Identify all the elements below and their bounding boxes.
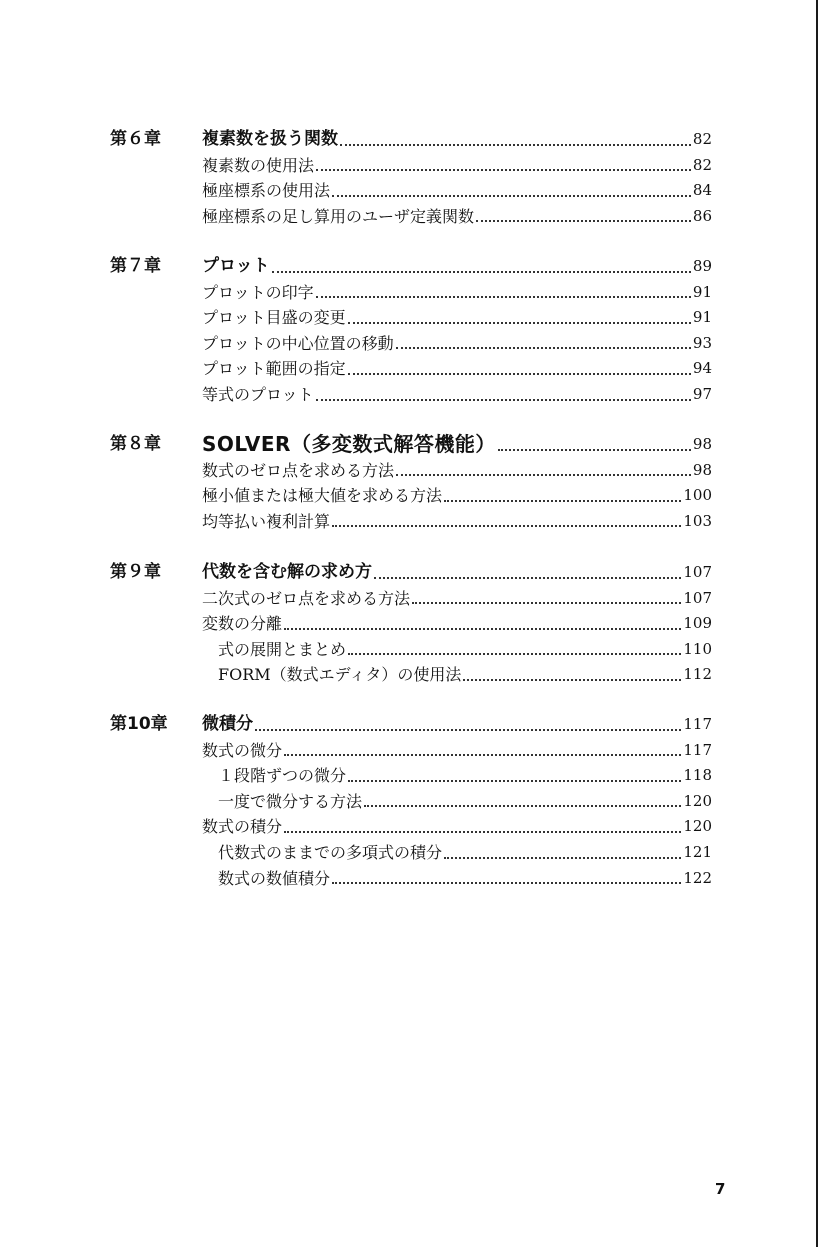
dot-leader: [284, 753, 681, 756]
dot-leader: [348, 321, 691, 324]
entry-title: 微積分: [202, 714, 253, 734]
toc-entry: [202, 382, 712, 408]
dot-leader: [272, 270, 691, 273]
chapter-title-entry: [202, 432, 712, 458]
entry-title: プロットの中心位置の移動: [202, 333, 394, 353]
chapter-label: 第６章: [110, 129, 161, 149]
toc-entry: [218, 637, 712, 663]
entry-title: 極座標系の足し算用のユーザ定義関数: [202, 206, 475, 226]
toc-entry: [202, 483, 712, 509]
entry-page-number: 117: [683, 715, 712, 733]
page-edge-rule: [816, 0, 818, 1247]
toc-entry: [218, 866, 712, 892]
chapter-label: 第７章: [110, 256, 161, 276]
toc-entry: [202, 738, 712, 764]
entry-page-number: 82: [692, 155, 712, 174]
dot-leader: [332, 194, 691, 197]
chapter-label: 第10章: [110, 714, 168, 734]
dot-leader: [316, 168, 691, 171]
entry-page-number: 112: [683, 665, 712, 684]
dot-leader: [340, 143, 691, 146]
entry-page-number: 118: [683, 766, 712, 785]
entry-page-number: 86: [692, 206, 712, 225]
toc-entry: [202, 611, 712, 637]
dot-leader: [476, 219, 691, 222]
entry-page-number: 107: [683, 563, 712, 581]
entry-title: 極座標系の使用法: [202, 181, 331, 201]
dot-leader: [412, 601, 681, 604]
entry-page-number: 121: [683, 843, 712, 861]
entry-title: 複素数を扱う関数: [202, 129, 338, 149]
entry-page-number: 100: [683, 486, 712, 505]
entry-page-number: 122: [683, 868, 712, 887]
entry-page-number: 109: [683, 614, 712, 633]
dot-leader: [348, 779, 681, 782]
entry-page-number: 103: [683, 511, 712, 530]
dot-leader: [255, 728, 681, 731]
entry-title: 一度で微分する方法: [218, 791, 363, 811]
dot-leader: [316, 398, 691, 401]
entry-title: 等式のプロット: [202, 385, 314, 404]
chapter-title-entry: [202, 712, 712, 738]
entry-title: SOLVER（多変数式解答機能）: [202, 432, 496, 456]
entry-page-number: 94: [692, 359, 712, 378]
dot-leader: [316, 295, 691, 298]
chapter-label: 第８章: [110, 434, 161, 454]
entry-title: 数式の積分: [202, 817, 283, 837]
dot-leader: [396, 346, 691, 349]
entry-title: 代数式のままでの多項式の積分: [218, 843, 443, 862]
chapter-title-entry: [202, 254, 712, 280]
entry-title: プロット範囲の指定: [202, 359, 346, 379]
entry-page-number: 93: [692, 333, 712, 352]
entry-title: 数式の微分: [202, 740, 283, 760]
dot-leader: [348, 652, 681, 655]
entry-page-number: 98: [692, 460, 712, 479]
dot-leader: [284, 830, 681, 833]
entry-page-number: 91: [692, 282, 712, 301]
toc-entry: [202, 280, 712, 306]
toc-entry: [202, 153, 712, 179]
entry-title: 二次式のゼロ点を求める方法: [202, 588, 411, 608]
entry-page-number: 110: [683, 639, 712, 658]
entry-page-number: 98: [692, 435, 712, 453]
chapter-title-entry: [202, 127, 712, 153]
entry-page-number: 117: [683, 740, 712, 759]
entry-title: 複素数の使用法: [202, 155, 315, 175]
chapter-title-entry: [202, 560, 712, 586]
dot-leader: [374, 576, 681, 579]
entry-title: 数式の数値積分: [218, 868, 331, 888]
entry-title: 代数を含む解の求め方: [202, 562, 372, 582]
dot-leader: [444, 856, 681, 859]
dot-leader: [364, 804, 681, 807]
toc-entry: [218, 789, 712, 815]
dot-leader: [396, 473, 691, 476]
toc-entry: [218, 662, 712, 688]
entry-page-number: 91: [692, 308, 712, 327]
dot-leader: [332, 524, 681, 527]
entry-title: 極小値または極大値を求める方法: [202, 486, 443, 506]
entry-page-number: 82: [692, 130, 712, 148]
toc-entry: [202, 331, 712, 357]
entry-page-number: 84: [692, 181, 712, 200]
entry-page-number: 120: [683, 791, 712, 810]
dot-leader: [348, 372, 691, 375]
entry-title: 式の展開とまとめ: [218, 639, 347, 659]
toc-entry: [202, 356, 712, 382]
toc-entry: [202, 458, 712, 484]
page-number: 7: [715, 1180, 726, 1198]
entry-title: １段階ずつの微分: [218, 766, 347, 786]
toc-entry: [218, 840, 712, 866]
dot-leader: [332, 881, 681, 884]
toc-entry: [202, 178, 712, 204]
chapter-label: 第９章: [110, 562, 161, 582]
entry-page-number: 89: [692, 257, 712, 275]
entry-title: 数式のゼロ点を求める方法: [202, 460, 395, 480]
dot-leader: [463, 678, 681, 681]
toc-entry: [202, 814, 712, 840]
toc-entry: [202, 586, 712, 612]
dot-leader: [284, 627, 681, 630]
entry-page-number: 97: [692, 385, 712, 403]
entry-title: プロットの印字: [202, 282, 314, 302]
entry-title: プロット: [202, 256, 270, 276]
entry-page-number: 120: [683, 817, 712, 836]
entry-title: 変数の分離: [202, 614, 283, 634]
dot-leader: [498, 448, 691, 451]
toc-entry: [202, 204, 712, 230]
dot-leader: [444, 499, 681, 502]
entry-page-number: 107: [683, 588, 712, 607]
entry-title: プロット目盛の変更: [202, 308, 346, 328]
toc-entry: [202, 305, 712, 331]
entry-title: 均等払い複利計算: [202, 511, 331, 531]
toc-entry: [218, 763, 712, 789]
toc-entry: [202, 509, 712, 535]
entry-title: FORM（数式エディタ）の使用法: [218, 665, 462, 685]
